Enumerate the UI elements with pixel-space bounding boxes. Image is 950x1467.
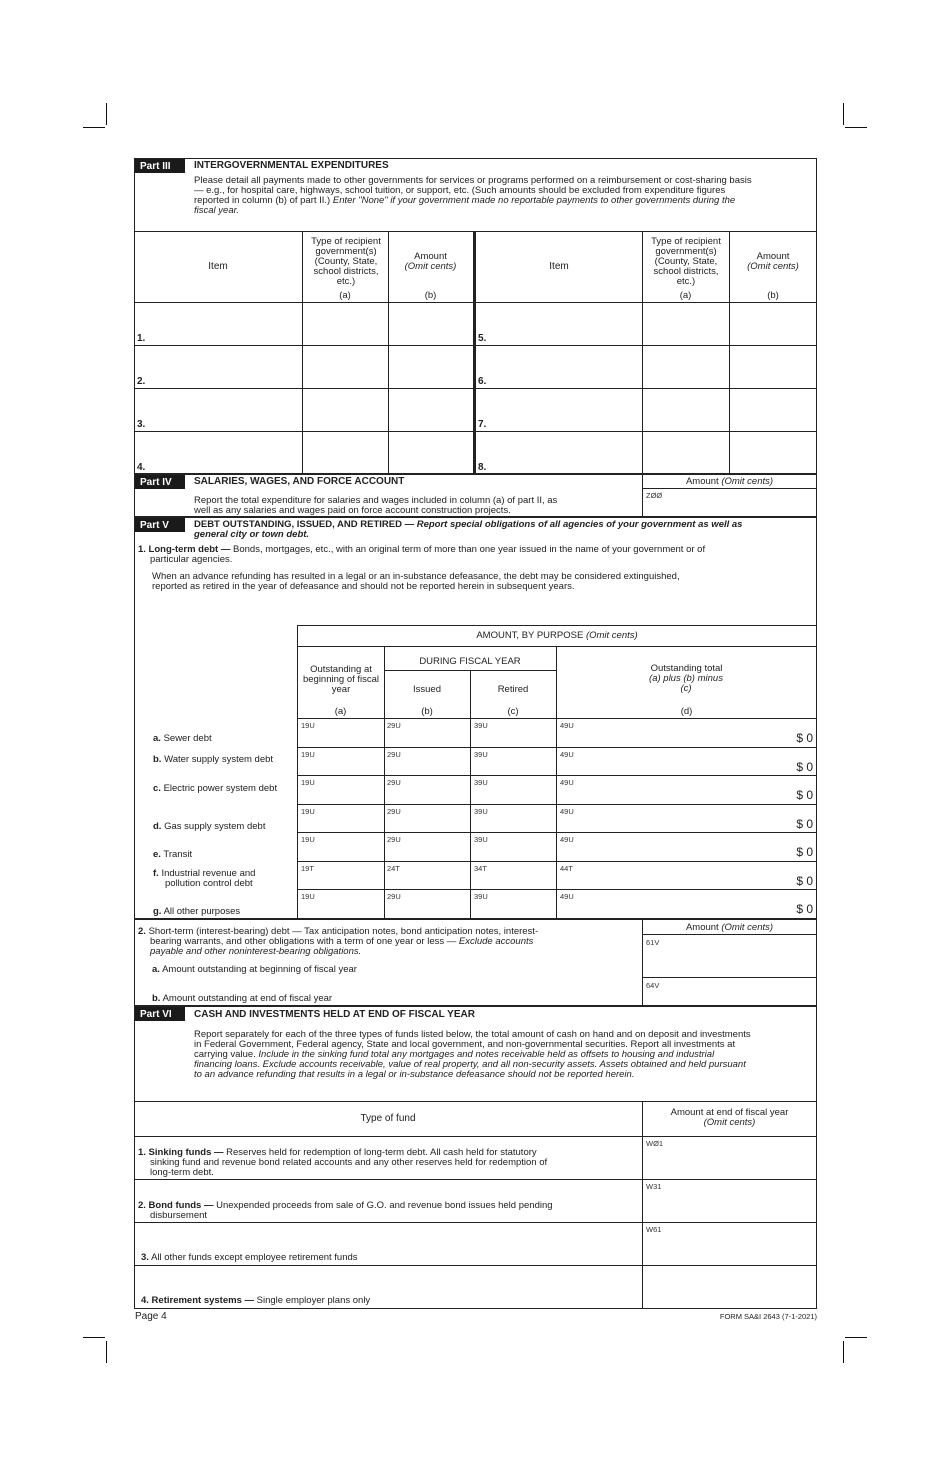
crop-mark xyxy=(845,127,867,128)
part5-during-fiscal-year: DURING FISCAL YEAR xyxy=(419,656,521,667)
part5-col-d: (d) xyxy=(680,706,693,717)
debt-code: 39U xyxy=(474,835,488,844)
part4-tag: Part IV xyxy=(135,475,185,489)
part5-st-code-b: 64V xyxy=(646,981,660,990)
fund-2-code: W31 xyxy=(646,1182,662,1191)
part3-item-2-input[interactable] xyxy=(135,346,301,388)
part5-st-omit-cents: (Omit cents) xyxy=(721,922,774,933)
debt-code: 44T xyxy=(560,864,573,873)
part3-item-5-input[interactable] xyxy=(476,303,642,345)
fund-3-code: W61 xyxy=(646,1225,662,1234)
part5-title-text: DEBT OUTSTANDING, ISSUED, AND RETIRED — xyxy=(194,519,415,530)
part5-col-outstanding-formula: (a) plus (b) minus (c) xyxy=(649,673,723,694)
debt-row-f-label: f. Industrial revenue and pollution control debt xyxy=(153,868,256,889)
part5-shortterm-text xyxy=(138,927,550,957)
debt-code: 29U xyxy=(387,807,401,816)
part3-intro-text: Please detail all payments made to other governments for services or programs performed on a reimbursement or cost-sharing basis — e.g., for hospital care, highways, school tuition, or support, etc. (Such amounts should be excluded from expenditure figures reported in column (b) of part II.) xyxy=(194,175,752,206)
part3-row-6: 6. xyxy=(478,376,487,387)
part5-st-a-label: a. Amount outstanding at beginning of fiscal year xyxy=(152,964,357,975)
part6-intro-italic: Include in the sinking fund total any mortgages and notes receivable held as offsets to housing and industrial financing loans. Exclude accounts receivable, value of real property, and all non-security assets. Assets obtained and held pursuant to an advance refunding that results in a legal or in-substance defeasance should not be reported herein. xyxy=(194,1049,746,1080)
part3-item-8-input[interactable] xyxy=(476,432,642,474)
debt-row-e-label: e. Transit xyxy=(153,849,193,860)
part3-item-6-input[interactable] xyxy=(476,346,642,388)
fund-4: 4. Retirement systems — Single employer plans only xyxy=(141,1295,371,1306)
debt-code: 29U xyxy=(387,721,401,730)
fund-4-input[interactable] xyxy=(643,1266,816,1308)
debt-code: 49U xyxy=(560,807,574,816)
debt-total: $ 0 xyxy=(796,902,813,916)
part5-st-code-a: 61V xyxy=(646,938,660,947)
part5-col-outstanding-total: Outstanding total xyxy=(650,663,723,674)
form-number: FORM SA&I 2643 (7-1-2021) xyxy=(719,1312,817,1321)
part5-shortterm-desc: Short-term (interest-bearing) debt — Tax anticipation notes, bond anticipation notes, interest-bearing warrants, and other obligations with a term of one year or less — xyxy=(148,926,539,947)
debt-code: 39U xyxy=(474,778,488,787)
debt-code: 19U xyxy=(301,750,315,759)
part6-col-amount-sub: (Omit cents) xyxy=(703,1117,756,1128)
part3-row-4: 4. xyxy=(137,462,146,473)
part3-title: INTERGOVERNMENTAL EXPENDITURES xyxy=(194,160,389,171)
debt-total: $ 0 xyxy=(796,760,813,774)
part5-col-retired: Retired xyxy=(497,684,529,695)
debt-code: 19U xyxy=(301,721,315,730)
part3-col-amount-sub-right: (Omit cents) xyxy=(747,261,799,272)
part5-st-b-input[interactable] xyxy=(643,978,816,1005)
part4-amount-input[interactable] xyxy=(643,489,816,516)
part4-amount-header xyxy=(642,477,817,487)
crop-mark xyxy=(843,103,844,125)
part6-instructions xyxy=(194,1030,754,1080)
part4-code: ZØØ xyxy=(646,491,663,500)
debt-code: 39U xyxy=(474,750,488,759)
fund-1: 1. Sinking funds — Reserves held for redemption of long-term debt. All cash held for statutory sinking fund and revenue bond related accounts and any other reserves held for redemption of long-term debt. xyxy=(138,1147,548,1178)
debt-row-a-label: a. Sewer debt xyxy=(153,733,212,744)
part3-col-a-right: (a) xyxy=(679,290,692,301)
part5-st-amount-label: Amount xyxy=(685,922,719,933)
part5-col-a: (a) xyxy=(334,706,347,717)
debt-code: 19U xyxy=(301,778,315,787)
part3-row-2: 2. xyxy=(137,376,146,387)
part5-longterm-text xyxy=(138,545,710,565)
debt-code: 24T xyxy=(387,864,400,873)
part3-col-b-left: (b) xyxy=(424,290,437,301)
debt-code: 49U xyxy=(560,721,574,730)
crop-mark xyxy=(106,1341,107,1363)
debt-row-b-label: b. Water supply system debt xyxy=(153,754,274,765)
debt-row-c-label: c. Electric power system debt xyxy=(153,783,278,794)
debt-code: 49U xyxy=(560,835,574,844)
part5-shortterm-italic: Exclude accounts payable and other noninterest-bearing obligations. xyxy=(150,936,534,957)
part5-amount-by-purpose xyxy=(297,631,817,641)
part6-title: CASH AND INVESTMENTS HELD AT END OF FISCAL YEAR xyxy=(194,1009,475,1020)
part4-amount-label: Amount xyxy=(685,476,719,487)
crop-mark xyxy=(845,1337,867,1338)
page-number: Page 4 xyxy=(135,1311,167,1322)
part5-col-outstanding-begin: Outstanding at beginning of fiscal year xyxy=(302,664,380,695)
part3-col-item-right: Item xyxy=(549,261,569,272)
part4-title: SALARIES, WAGES, AND FORCE ACCOUNT xyxy=(194,476,405,487)
debt-code: 49U xyxy=(560,778,574,787)
part5-advance-refunding: When an advance refunding has resulted in a legal or an in-substance defeasance, the debt may be considered extinguished, reported as retired in the year of defeasance and should not be reported herein in subsequent years. xyxy=(152,571,680,592)
debt-code: 49U xyxy=(560,892,574,901)
part3-item-4-input[interactable] xyxy=(135,432,301,474)
debt-total: $ 0 xyxy=(796,845,813,859)
part5-st-b-label: b. Amount outstanding at end of fiscal year xyxy=(152,993,333,1004)
part5-amount-by-purpose-label: AMOUNT, BY PURPOSE xyxy=(476,630,584,641)
part3-row-7: 7. xyxy=(478,419,487,430)
part3-col-type-right: Type of recipient government(s) (County, State, school districts, etc.) xyxy=(651,236,721,287)
debt-total: $ 0 xyxy=(796,874,813,888)
debt-total: $ 0 xyxy=(796,817,813,831)
debt-code: 19T xyxy=(301,864,314,873)
fund-2-input[interactable] xyxy=(643,1180,816,1222)
part5-longterm-label: 1. Long-term debt — xyxy=(138,544,231,555)
debt-code: 29U xyxy=(387,835,401,844)
part3-col-amount-sub-left: (Omit cents) xyxy=(404,261,457,272)
part3-col-type-left: Type of recipient government(s) (County, State, school districts, etc.) xyxy=(311,236,381,287)
part3-item-1-input[interactable] xyxy=(135,303,301,345)
part5-longterm-desc: Bonds, mortgages, etc., with an original term of more than one year issued in the name of your government or of particular agencies. xyxy=(150,544,706,565)
part3-type-1-input[interactable] xyxy=(303,303,388,345)
part3-row-5: 5. xyxy=(478,333,487,344)
part3-item-7-input[interactable] xyxy=(476,389,642,431)
part5-title xyxy=(194,520,774,540)
part5-st-amount-header xyxy=(642,923,817,933)
part6-col-type: Type of fund xyxy=(360,1113,416,1124)
crop-mark xyxy=(106,103,107,125)
part3-intro-italic: Enter "None" if your government made no reportable payments to other governments during the fiscal year. xyxy=(194,195,736,216)
part3-tag: Part III xyxy=(135,159,185,173)
debt-code: 34T xyxy=(474,864,487,873)
part3-row-3: 3. xyxy=(137,419,146,430)
part5-col-issued: Issued xyxy=(413,684,441,695)
debt-code: 29U xyxy=(387,778,401,787)
fund-1-code: WØ1 xyxy=(646,1139,664,1148)
part4-amount-sub: (Omit cents) xyxy=(721,476,774,487)
part5-st-a-input[interactable] xyxy=(643,935,816,976)
debt-total: $ 0 xyxy=(796,731,813,745)
part3-amount-1-input[interactable] xyxy=(389,303,473,345)
crop-mark xyxy=(83,1337,105,1338)
part5-omit-cents: (Omit cents) xyxy=(585,630,638,641)
debt-code: 39U xyxy=(474,892,488,901)
debt-total: $ 0 xyxy=(796,788,813,802)
part3-row-1: 1. xyxy=(137,333,146,344)
part6-col-amount: Amount at end of fiscal year xyxy=(670,1107,789,1118)
fund-2: 2. Bond funds — Unexpended proceeds from sale of G.O. and revenue bond issues held pending disbursement xyxy=(138,1200,553,1221)
part3-col-a-left: (a) xyxy=(339,290,351,301)
debt-code: 19U xyxy=(301,807,315,816)
part3-col-b-right: (b) xyxy=(767,290,779,301)
debt-code: 29U xyxy=(387,750,401,759)
debt-code: 19U xyxy=(301,835,315,844)
part5-tag: Part V xyxy=(135,518,185,532)
debt-row-d-label: d. Gas supply system debt xyxy=(153,821,266,832)
part3-item-3-input[interactable] xyxy=(135,389,301,431)
part6-tag: Part VI xyxy=(135,1007,185,1021)
debt-code: 19U xyxy=(301,892,315,901)
fund-3: 3. All other funds except employee retirement funds xyxy=(141,1252,358,1263)
crop-mark xyxy=(843,1341,844,1363)
part3-col-amount-left: Amount xyxy=(414,251,447,262)
debt-code: 39U xyxy=(474,721,488,730)
part3-row-8: 8. xyxy=(478,462,487,473)
part6-intro-text: Report separately for each of the three types of funds listed below, the total amount of cash on hand and on deposit and investments in Federal Government, Federal agency, State and local government, and non-governmental securities. Report all investments at carrying value. xyxy=(194,1029,751,1060)
part5-shortterm-number: 2. xyxy=(138,926,146,937)
crop-mark xyxy=(83,127,105,128)
part5-col-c: (c) xyxy=(507,706,519,717)
part3-instructions xyxy=(194,176,754,216)
debt-code: 49U xyxy=(560,750,574,759)
part3-col-item-left: Item xyxy=(208,261,228,272)
debt-code: 29U xyxy=(387,892,401,901)
fund-3-input[interactable] xyxy=(643,1223,816,1265)
fund-1-input[interactable] xyxy=(643,1137,816,1179)
debt-row-g-label: g. All other purposes xyxy=(153,906,241,917)
part3-col-amount-right: Amount xyxy=(756,251,790,262)
part4-text: Report the total expenditure for salaries and wages included in column (a) of part II, as well as any salaries and wages paid on force account construction projects. xyxy=(194,495,558,516)
debt-code: 39U xyxy=(474,807,488,816)
part5-col-b: (b) xyxy=(421,706,433,717)
part5-title-italic: Report special obligations of all agencies of your government as well as general city or town debt. xyxy=(194,519,743,540)
